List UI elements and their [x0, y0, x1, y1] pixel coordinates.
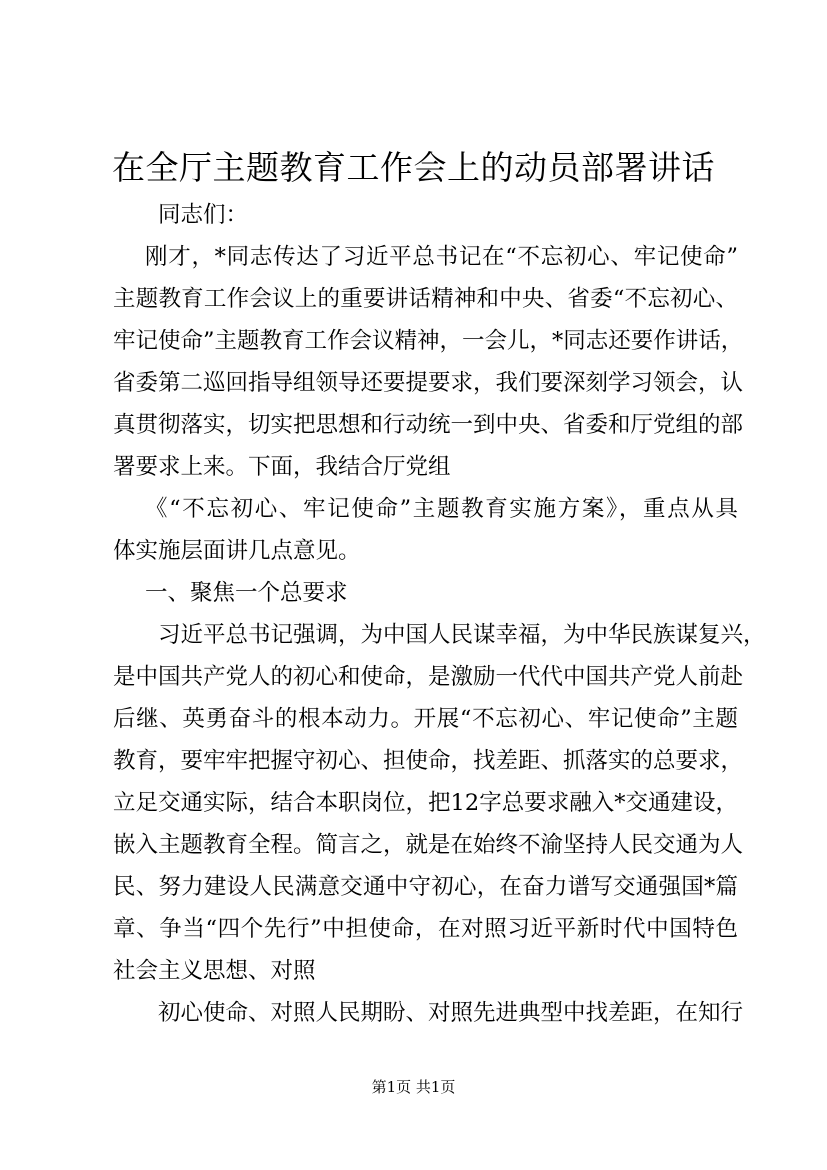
paragraph-line: 真贯彻落实，切实把思想和行动统一到中央、省委和厅党组的部 [113, 412, 744, 438]
paragraph-line: 民、努力建设人民满意交通中守初心，在奋力谱写交通强国*篇 [113, 874, 738, 900]
paragraph-line: 章、争当“四个先行”中担使命，在对照习近平新时代中国特色 [113, 916, 738, 942]
paragraph-line: 《“不忘初心、牢记使命”主题教育实施方案》，重点从具 [145, 496, 738, 522]
page-footer: 第1页 共1页 [371, 1078, 456, 1096]
greeting: 同志们： [158, 202, 249, 228]
document-title: 在全厅主题教育工作会上的动员部署讲话 [112, 148, 715, 187]
paragraph-line: 习近平总书记强调，为中国人民谋幸福，为中华民族谋复兴， [158, 622, 766, 648]
paragraph-line: 社会主义思想、对照 [113, 958, 316, 984]
paragraph-line: 初心使命、对照人民期盼、对照先进典型中找差距，在知行 [158, 1000, 744, 1026]
section-heading: 一、聚焦一个总要求 [145, 580, 348, 606]
paragraph-line: 省委第二巡回指导组领导还要提要求，我们要深刻学习领会，认 [113, 370, 744, 396]
document-body [113, 194, 766, 1034]
paragraph-line: 教育，要牢牢把握守初心、担使命，找差距、抓落实的总要求， [113, 748, 744, 774]
paragraph-line: 后继、英勇奋斗的根本动力。开展“不忘初心、牢记使命”主题 [113, 706, 738, 732]
paragraph-line: 主题教育工作会议上的重要讲话精神和中央、省委“不忘初心、 [113, 286, 738, 312]
paragraph-line: 体实施层面讲几点意见。 [113, 538, 361, 564]
paragraph-line: 嵌入主题教育全程。简言之，就是在始终不渝坚持人民交通为人 [113, 832, 744, 858]
paragraph-line: 立足交通实际，结合本职岗位，把12字总要求融入*交通建设， [113, 790, 738, 816]
paragraph-line: 牢记使命”主题教育工作会议精神，一会儿，*同志还要作讲话， [113, 328, 744, 354]
paragraph-line: 刚才，*同志传达了习近平总书记在“不忘初心、牢记使命” [145, 244, 738, 270]
paragraph-line: 署要求上来。下面，我结合厅党组 [113, 454, 451, 480]
paragraph-line: 是中国共产党人的初心和使命，是激励一代代中国共产党人前赴 [113, 664, 744, 690]
